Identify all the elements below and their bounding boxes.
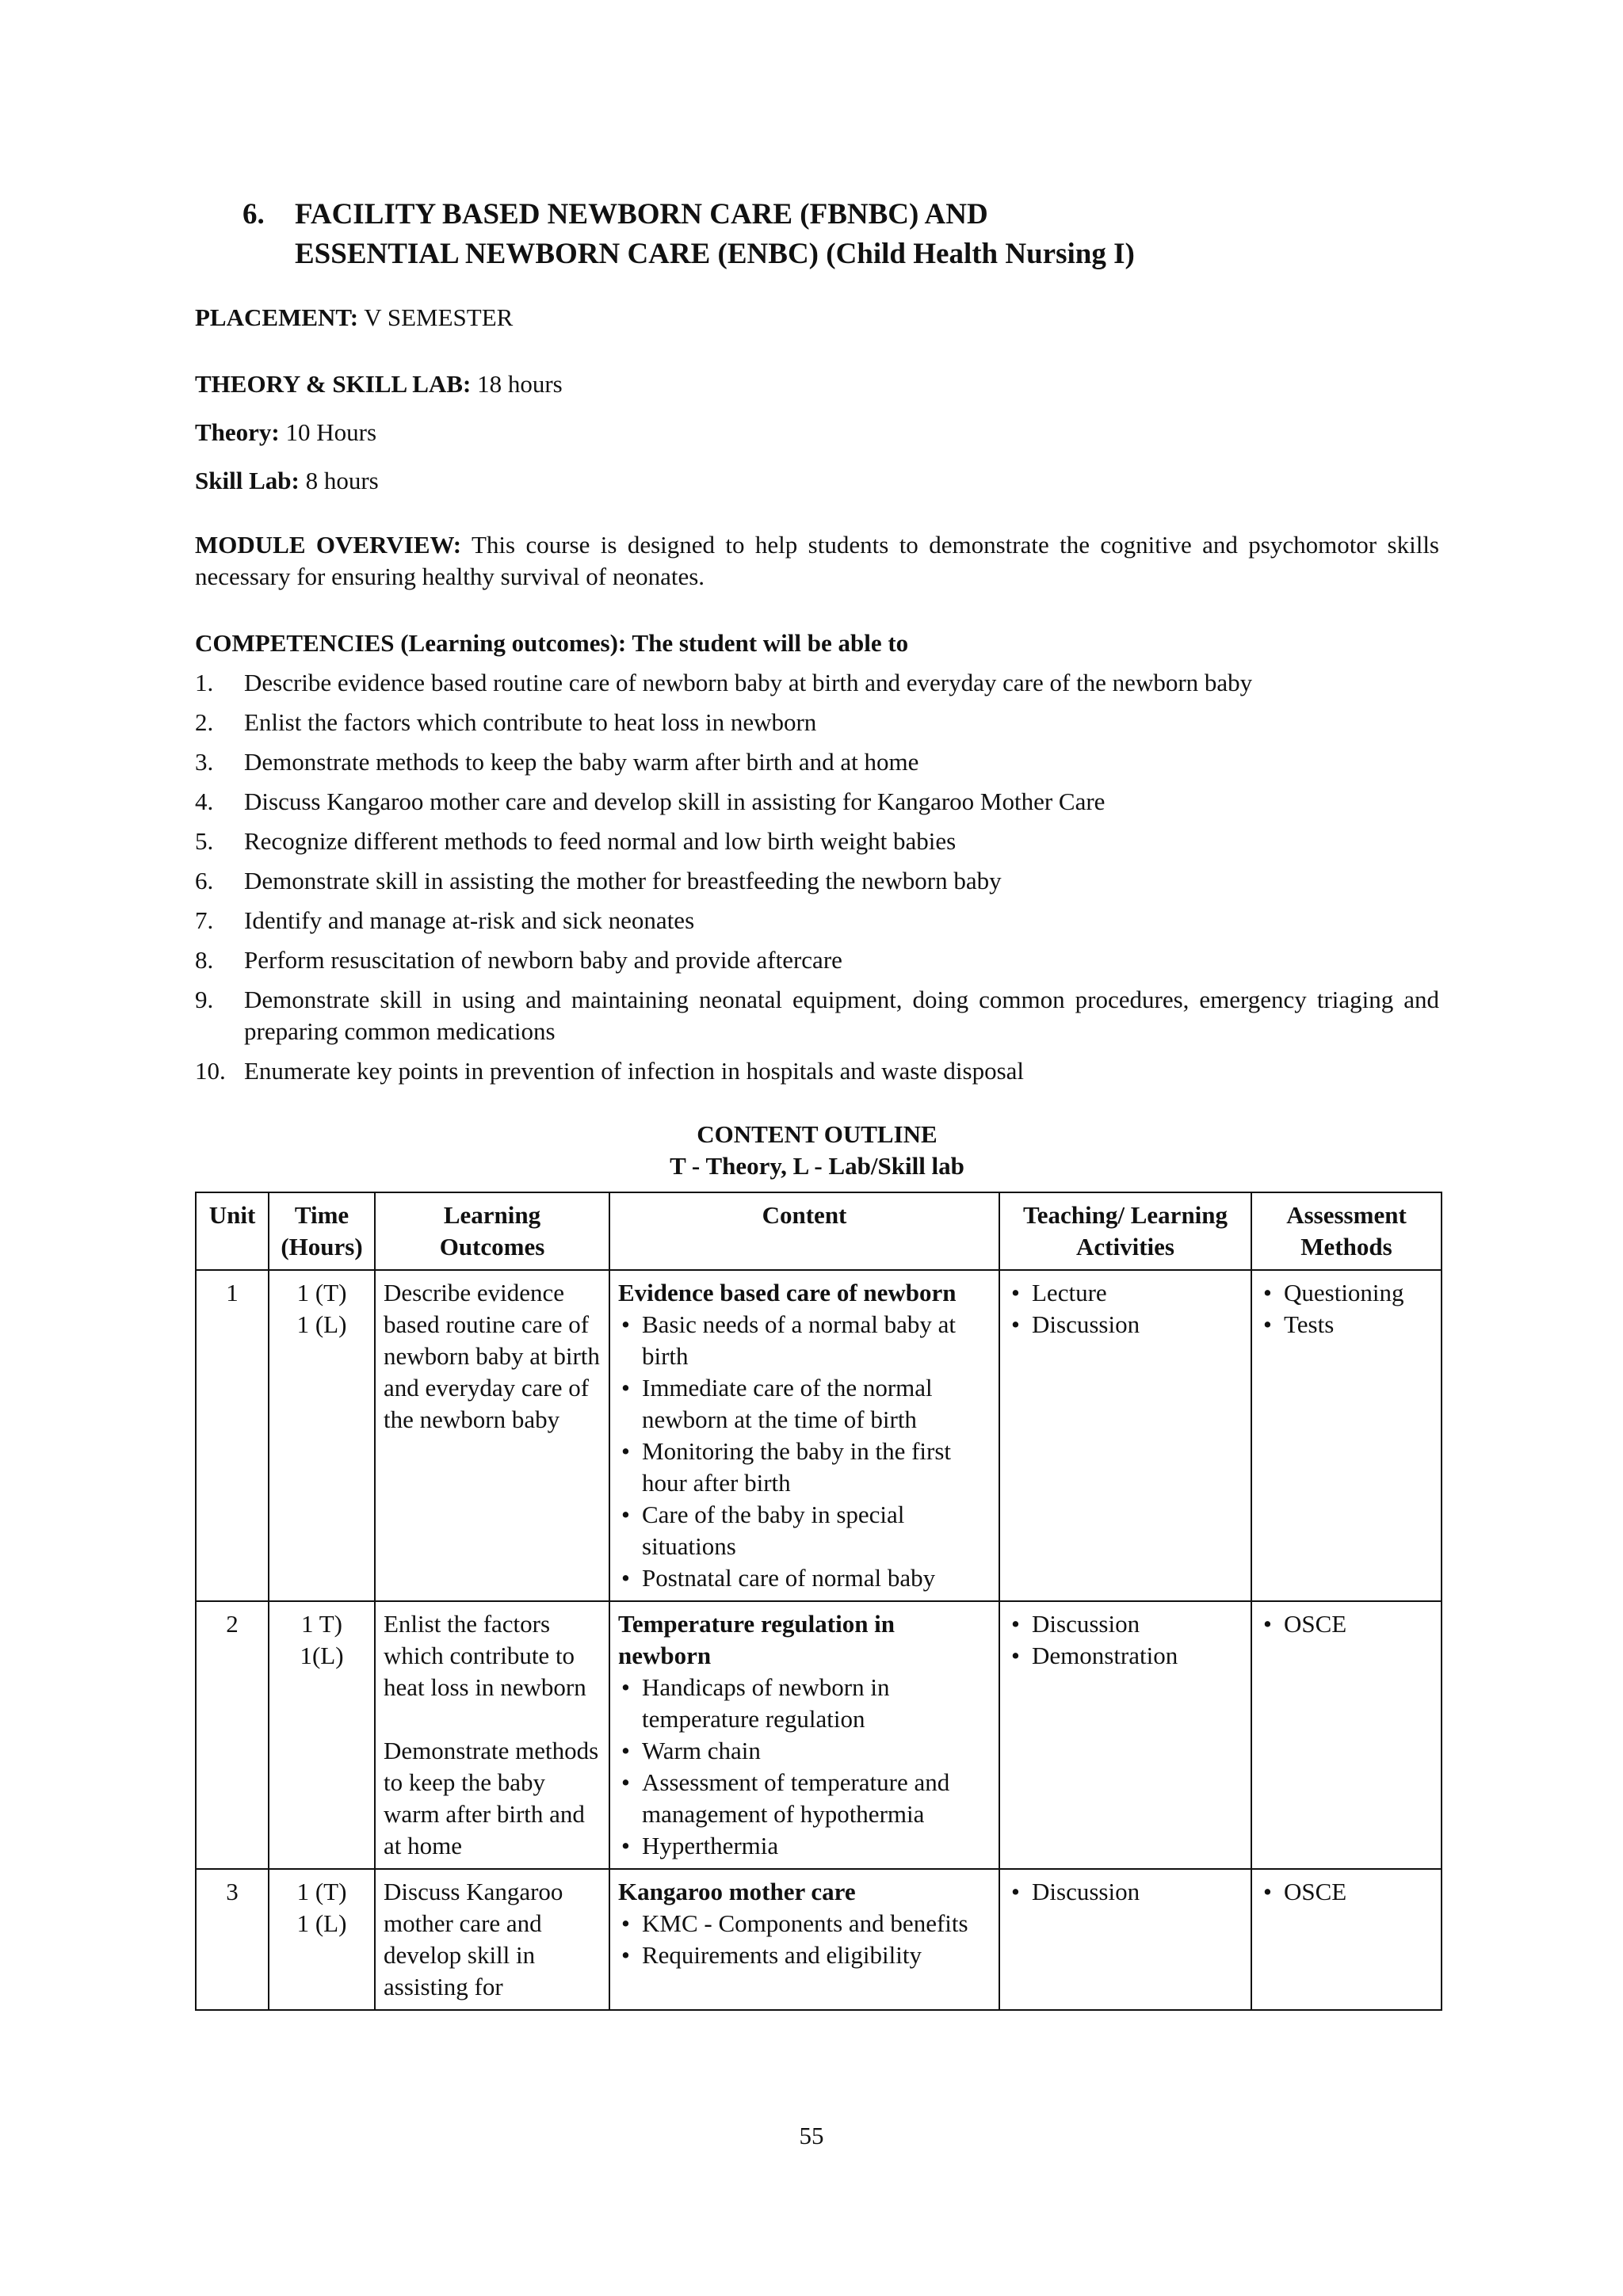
list-item: • Care of the baby in special situations (618, 1499, 991, 1562)
placement-label: PLACEMENT: (195, 303, 359, 331)
assessment-cell (1251, 1270, 1442, 1601)
header-time: Time (Hours) (269, 1192, 375, 1270)
list-item: 2. Enlist the factors which contribute to heat loss in newborn (195, 708, 817, 736)
skill-lab-line (195, 465, 1439, 497)
list-item: • Basic needs of a normal baby at birth (618, 1309, 991, 1372)
section-title-line-1: FACILITY BASED NEWBORN CARE (FBNBC) AND (295, 198, 988, 231)
placement-value: V SEMESTER (358, 303, 514, 331)
list-item: • Monitoring the baby in the first hour after birth (618, 1436, 991, 1499)
list-item: • Tests (1260, 1309, 1433, 1341)
unit-cell: 1 (196, 1270, 269, 1601)
list-item: • KMC - Components and benefits (618, 1908, 991, 1939)
content-outline-table (195, 1192, 1442, 2011)
unit-cell: 3 (196, 1869, 269, 2010)
list-item: 1. Describe evidence based routine care of newborn baby at birth and everyday care of the newborn baby (195, 669, 1253, 696)
time-cell: 1 T) 1(L) (269, 1601, 375, 1869)
header-assessment-methods: Assessment Methods (1251, 1192, 1442, 1270)
list-item: • Hyperthermia (618, 1830, 991, 1862)
list-item: • Assessment of temperature and management of hypothermia (618, 1767, 991, 1830)
assessment-cell (1251, 1869, 1442, 2010)
list-item: • Immediate care of the normal newborn at the time of birth (618, 1372, 991, 1436)
time-cell: 1 (T) 1 (L) (269, 1869, 375, 2010)
content-outline-title: CONTENT OUTLINE (697, 1120, 938, 1148)
list-item: 5. Recognize different methods to feed normal and low birth weight babies (195, 827, 957, 855)
list-item: 8. Perform resuscitation of newborn baby and provide aftercare (195, 946, 842, 974)
list-item: • Discussion (1008, 1309, 1243, 1341)
page-number: 55 (799, 2122, 824, 2149)
table-row (196, 1869, 1442, 2010)
overview-label: MODULE OVERVIEW: (195, 531, 462, 559)
placement-line (195, 302, 1439, 334)
list-item: 7. Identify and manage at-risk and sick neonates (195, 906, 695, 934)
activities-cell (999, 1601, 1251, 1869)
time-cell: 1 (T) 1 (L) (269, 1270, 375, 1601)
content-title: Kangaroo mother care (618, 1878, 856, 1905)
header-teaching-activities: Teaching/ Learning Activities (999, 1192, 1251, 1270)
header-learning-outcomes: Learning Outcomes (375, 1192, 609, 1270)
theory-skill-label: THEORY & SKILL LAB: (195, 370, 472, 398)
theory-line (195, 417, 1439, 448)
list-item: • Discussion (1008, 1876, 1243, 1908)
content-cell (609, 1601, 999, 1869)
unit-cell: 2 (196, 1601, 269, 1869)
content-outline-subtitle: T - Theory, L - Lab/Skill lab (670, 1152, 964, 1180)
list-item: 4. Discuss Kangaroo mother care and develop skill in assisting for Kangaroo Mother Care (195, 788, 1106, 815)
activities-cell (999, 1869, 1251, 2010)
content-cell (609, 1869, 999, 2010)
table-header-row (196, 1192, 1442, 1270)
theory-skill-line (195, 368, 1439, 400)
assessment-cell (1251, 1601, 1442, 1869)
list-item: • Discussion (1008, 1608, 1243, 1640)
list-item: • OSCE (1260, 1608, 1433, 1640)
list-item: • Demonstration (1008, 1640, 1243, 1672)
content-cell (609, 1270, 999, 1601)
skill-lab-label: Skill Lab: (195, 467, 300, 494)
header-unit: Unit (196, 1192, 269, 1270)
module-overview (195, 529, 1439, 593)
content-title: Evidence based care of newborn (618, 1279, 957, 1306)
table-row (196, 1601, 1442, 1869)
theory-skill-value: 18 hours (471, 370, 563, 398)
competencies-heading: COMPETENCIES (Learning outcomes): The student will be able to (195, 629, 909, 657)
outcome-cell: Discuss Kangaroo mother care and develop skill in assisting for (375, 1869, 609, 2010)
list-item: 10. Enumerate key points in prevention of infection in hospitals and waste disposal (195, 1057, 1025, 1085)
competencies-list (195, 667, 1439, 1095)
list-item: • OSCE (1260, 1876, 1433, 1908)
list-item: • Lecture (1008, 1277, 1243, 1309)
list-item: • Postnatal care of normal baby (618, 1562, 991, 1594)
outcome-cell: Enlist the factors which contribute to heat loss in newborn Demonstrate methods to keep the baby warm after birth and at home (375, 1601, 609, 1869)
table-row (196, 1270, 1442, 1601)
content-title: Temperature regulation in newborn (618, 1610, 896, 1669)
header-content: Content (609, 1192, 999, 1270)
list-item: • Handicaps of newborn in temperature regulation (618, 1672, 991, 1735)
overview-text: This course is designed to help students to demonstrate the cognitive and psychomotor skills necessary for ensuring healthy survival of neonates. (195, 531, 1439, 590)
list-item: • Requirements and eligibility (618, 1939, 991, 1971)
skill-lab-value: 8 hours (299, 467, 379, 494)
theory-value: 10 Hours (279, 418, 377, 446)
activities-cell (999, 1270, 1251, 1601)
list-item: 3. Demonstrate methods to keep the baby warm after birth and at home (195, 748, 919, 776)
list-item: 9. Demonstrate skill in using and maintaining neonatal equipment, doing common procedures, emergency triaging and preparing common medications (195, 986, 1439, 1045)
list-item: 6. Demonstrate skill in assisting the mother for breastfeeding the newborn baby (195, 867, 1002, 894)
section-number: 6. (242, 198, 265, 231)
outcome-cell: Describe evidence based routine care of newborn baby at birth and everyday care of the newborn baby (375, 1270, 609, 1601)
list-item: • Questioning (1260, 1277, 1433, 1309)
section-title-line-2: ESSENTIAL NEWBORN CARE (ENBC) (Child Health Nursing I) (295, 238, 1135, 270)
theory-label: Theory: (195, 418, 280, 446)
list-item: • Warm chain (618, 1735, 991, 1767)
